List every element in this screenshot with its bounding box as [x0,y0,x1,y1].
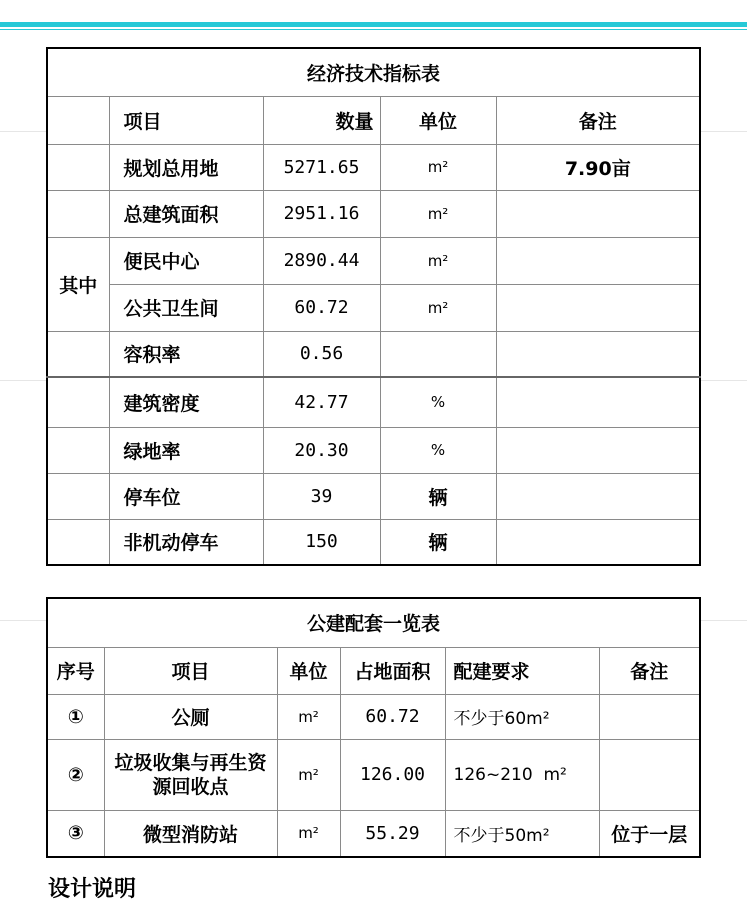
row-note [496,284,700,331]
row-item: 总建筑面积 [109,190,263,237]
header-qty: 数量 [263,96,380,144]
row-unit: m² [277,810,340,857]
accent-bar [0,22,747,27]
row-qty: 150 [263,519,380,565]
row-item: 垃圾收集与再生资源回收点 [104,739,277,810]
row-area: 126.00 [340,739,445,810]
row-qty: 5271.65 [263,144,380,190]
row-note [599,739,700,810]
row-item: 绿地率 [109,427,263,473]
guide-line [0,131,46,132]
row-qty: 2951.16 [263,190,380,237]
row-no: ③ [47,810,104,857]
row-note: 7.90亩 [496,144,700,190]
guide-line [699,131,747,132]
accent-line [0,29,747,30]
economic-indicators-table [46,47,701,566]
row-qty: 42.77 [263,377,380,427]
row-note: 位于一层 [599,810,700,857]
header-note: 备注 [496,96,700,144]
table-title: 经济技术指标表 [47,48,700,96]
row-qty: 0.56 [263,331,380,377]
row-area: 55.29 [340,810,445,857]
row-item: 停车位 [109,473,263,519]
row-unit: 辆 [380,519,496,565]
header-requirement: 配建要求 [445,647,599,694]
row-requirement: 不少于60m² [445,694,599,739]
table-title: 公建配套一览表 [47,598,700,647]
header-item: 项目 [109,96,263,144]
row-note [496,427,700,473]
row-unit: m² [277,694,340,739]
row-unit: % [380,427,496,473]
row-note [496,331,700,377]
row-note [496,519,700,565]
row-item: 公共卫生间 [109,284,263,331]
row-note [496,190,700,237]
row-unit: m² [380,190,496,237]
row-unit: 辆 [380,473,496,519]
row-unit: m² [277,739,340,810]
row-unit: m² [380,284,496,331]
row-unit: % [380,377,496,427]
row-unit [380,331,496,377]
header-note: 备注 [599,647,700,694]
guide-line [0,620,46,621]
header-no: 序号 [47,647,104,694]
row-item: 规划总用地 [109,144,263,190]
row-note [496,473,700,519]
row-requirement: 126~210 m² [445,739,599,810]
row-note [599,694,700,739]
header-area: 占地面积 [340,647,445,694]
row-item: 容积率 [109,331,263,377]
section-heading: 设计说明 [48,877,137,902]
header-unit: 单位 [380,96,496,144]
public-facilities-table [46,597,701,858]
header-unit: 单位 [277,647,340,694]
row-note [496,377,700,427]
row-qty: 20.30 [263,427,380,473]
row-item: 建筑密度 [109,377,263,427]
row-unit: m² [380,237,496,284]
row-item: 公厕 [104,694,277,739]
guide-line [0,380,46,381]
row-qty: 2890.44 [263,237,380,284]
row-qty: 39 [263,473,380,519]
group-label: 其中 [47,237,109,331]
row-unit: m² [380,144,496,190]
row-no: ② [47,739,104,810]
row-item: 微型消防站 [104,810,277,857]
guide-line [699,620,747,621]
row-qty: 60.72 [263,284,380,331]
row-no: ① [47,694,104,739]
row-requirement: 不少于50m² [445,810,599,857]
header-item: 项目 [104,647,277,694]
row-area: 60.72 [340,694,445,739]
row-item: 非机动停车 [109,519,263,565]
guide-line [699,380,747,381]
row-note [496,237,700,284]
row-item: 便民中心 [109,237,263,284]
